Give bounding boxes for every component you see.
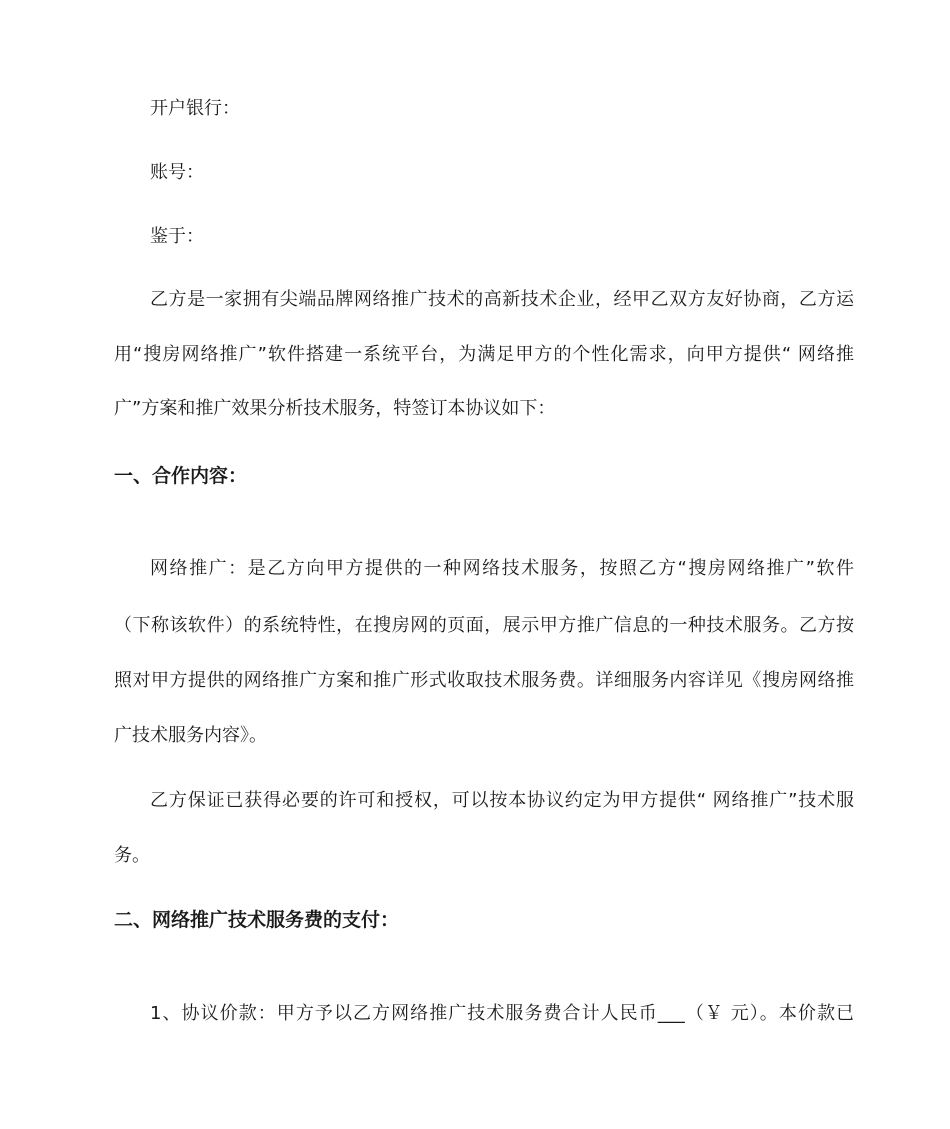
section-1-heading: 一、合作内容： <box>114 465 248 487</box>
bank-label: 开户银行： <box>150 98 240 119</box>
account-label: 账号： <box>150 162 204 183</box>
section-1-para-1-line-2: （下称该软件）的系统特性，在搜房网的页面，展示甲方推广信息的一种技术服务。乙方按 <box>114 615 854 636</box>
section-1-para-2-line-2: 务。 <box>114 845 150 866</box>
whereas-label: 鉴于： <box>150 226 204 247</box>
intro-line-2: 用“搜房网络推广”软件搭建一系统平台，为满足甲方的个性化需求，向甲方提供“ 网络推 <box>114 344 854 365</box>
intro-line-1: 乙方是一家拥有尖端品牌网络推广技术的高新技术企业，经甲乙双方友好协商，乙方运 <box>150 289 854 310</box>
section-1-para-2-line-1: 乙方保证已获得必要的许可和授权，可以按本协议约定为甲方提供“ 网络推广”技术服 <box>150 790 854 811</box>
section-2-heading: 二、网络推广技术服务费的支付： <box>114 909 400 931</box>
intro-line-3: 广”方案和推广效果分析技术服务，特签订本协议如下： <box>114 398 556 419</box>
section-1-para-1-line-4: 广技术服务内容》。 <box>114 725 267 746</box>
section-1-para-1-line-1: 网络推广：是乙方向甲方提供的一种网络技术服务，按照乙方“搜房网络推广”软件 <box>150 558 854 579</box>
section-2-item-1-line-1: 1、协议价款：甲方予以乙方网络推广技术服务费合计人民币___（￥ 元）。本价款已 <box>150 1003 854 1024</box>
section-1-para-1-line-3: 照对甲方提供的网络推广方案和推广形式收取技术服务费。详细服务内容详见《搜房网络推 <box>114 670 854 691</box>
